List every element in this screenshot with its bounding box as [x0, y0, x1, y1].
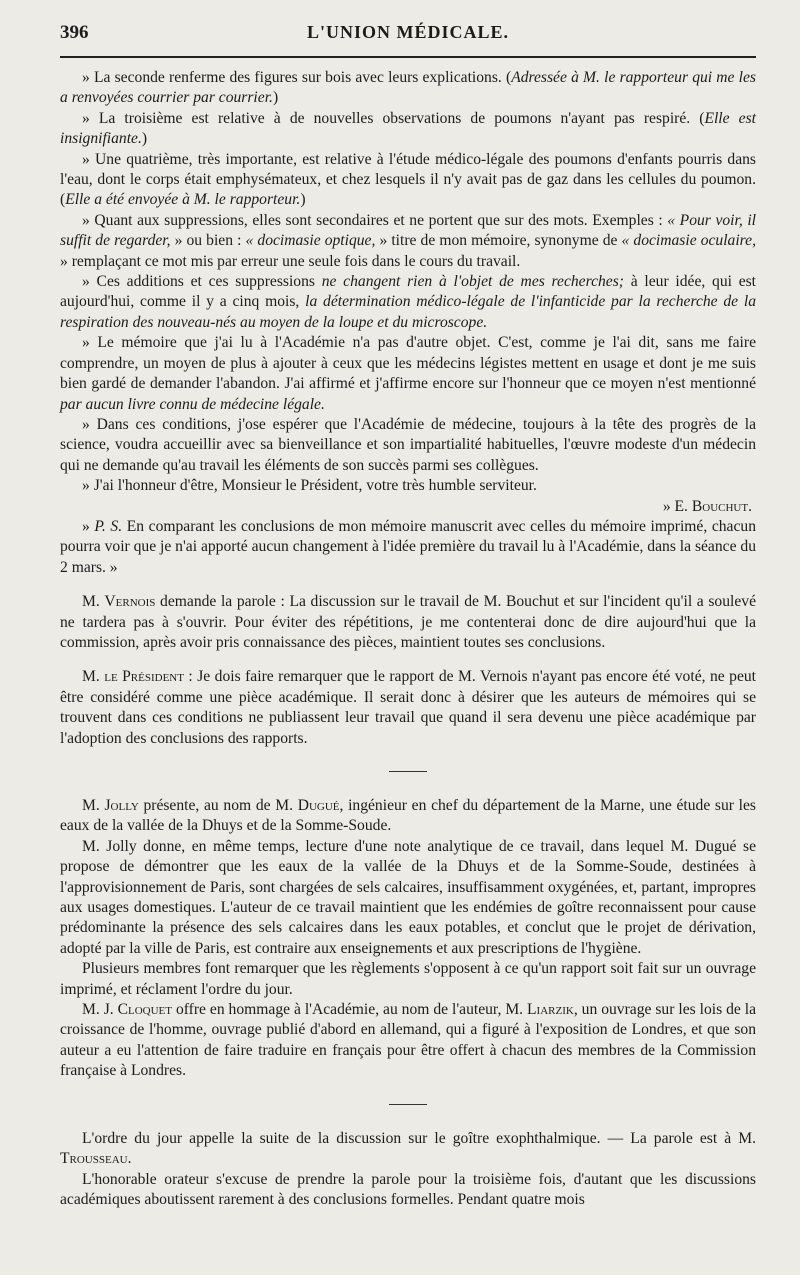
- paragraph: [60, 476, 756, 496]
- small-caps-name: Cloquet: [117, 1001, 172, 1019]
- section-separator: [389, 771, 427, 772]
- text-run: »: [82, 517, 95, 535]
- italic-text: Elle a été envoyée à M. le rapporteur.: [65, 191, 301, 209]
- text-run: » Ces additions et ces suppressions: [82, 273, 322, 291]
- text-run: » ou bien :: [170, 232, 246, 250]
- text-run: » E.: [662, 497, 692, 515]
- paragraph-gap: [60, 653, 756, 667]
- paragraph: [60, 667, 756, 749]
- text-run: » Dans ces conditions, j'ose espérer que l'Académie de médecine, toujours à la tête des progrès de la science, voudra accueillir avec sa bienveillance et son impartialité habituelles, l'œuvre modeste d'un médecin qui ne demande qu'au travail les éléments de son succès parmi ses collègues.: [60, 415, 756, 474]
- text-run: » La troisième est relative à de nouvelles observations de poumons n'ayant pas respiré. (: [82, 109, 705, 127]
- text-run: , un ouvrage sur les lois de la croissance de l'homme, ouvrage publié d'abord en allemand, qui a figuré à l'exposition de Londres, et que son auteur a eu l'attention de faire traduire en français pour être offert à chacun des membres de la Commission française à Londres.: [60, 1001, 756, 1080]
- text-run: présente, au nom de M.: [138, 797, 298, 814]
- text-run: ): [141, 130, 148, 148]
- text-run: M.: [82, 593, 105, 611]
- paragraph: [60, 333, 756, 415]
- italic-text: Adressée à M. le rapporteur qui me les a renvoyées courrier par courrier.: [60, 69, 756, 107]
- text-run: L'honorable orateur s'excuse de prendre la parole pour la troisième fois, d'autant que les discussions académiques aboutissent rarement à des conclusions formelles. Pendant quatre mois: [60, 1170, 756, 1208]
- page-header: [60, 22, 756, 52]
- text-run: M.: [82, 797, 105, 814]
- text-run: demande la parole : La discussion sur le travail de M. Bouchut et sur l'incident qu'il a soulevé ne tardera pas à s'ouvrir. Pour éviter des répétitions, je me contenterai donc de dire aujourd'hui que la commission, après avoir pris connaissance des pièces, maintient toutes ses conclusions.: [60, 593, 756, 651]
- article-body: [60, 68, 756, 1210]
- paragraph: [60, 150, 756, 211]
- paragraph: [60, 1170, 756, 1211]
- italic-text: par aucun livre connu de médecine légale.: [60, 395, 325, 413]
- text-run: ): [272, 89, 279, 107]
- text-run: Plusieurs membres font remarquer que les règlements s'opposent à ce qu'un rapport soit fait sur un ouvrage imprimé, et réclament l'ordre du jour.: [60, 960, 756, 998]
- text-run: » Le mémoire que j'ai lu à l'Académie n'a pas d'autre objet. C'est, comme je l'ai dit, sans me faire comprendre, un moyen de plus à ajouter à ceux que les médecins légistes mettent en usage et dont je me suis bien gardé de demander l'abandon. J'ai affirmé et j'affirme encore sur l'honneur que ce moyen n'est mentionné: [60, 334, 756, 393]
- small-caps-name: Jolly: [104, 797, 139, 814]
- italic-text: « docimasie optique,: [245, 232, 376, 250]
- italic-text: « docimasie oculaire,: [621, 232, 756, 250]
- header-rule: [60, 56, 756, 58]
- paragraph: [60, 517, 756, 578]
- paragraph: [60, 109, 756, 150]
- small-caps-name: Trousseau.: [60, 1150, 132, 1168]
- text-run: : Je dois faire remarquer que le rapport de M. Vernois n'ayant pas encore été voté, ne peut être considéré comme une pièce académique. Il serait donc à désirer que les auteurs de mémoires qui se trouvent dans ces conditions ne publiassent leur travail que quand il sera devenu une pièce académique par l'adoption des conclusions des rapports.: [60, 668, 756, 747]
- italic-text: P. S.: [94, 517, 123, 535]
- text-run: M.: [82, 668, 105, 686]
- paragraph: [60, 272, 756, 333]
- section-separator: [389, 1104, 427, 1105]
- paragraph: [60, 837, 756, 959]
- signature: [60, 497, 756, 517]
- text-run: » titre de mon mémoire, synonyme de: [375, 232, 622, 250]
- text-run: » J'ai l'honneur d'être, Monsieur le Président, votre très humble serviteur.: [82, 477, 537, 495]
- text-run: à leur idée, qui est aujourd'hui, comme il y a cinq mois,: [60, 273, 757, 311]
- text-run: M. Jolly donne, en même temps, lecture d'une note analytique de ce travail, dans lequel M. Dugué se propose de démontrer que les eaux de la vallée de la Dhuys et de la Somme-Soude, destinées à l'approvisionnement de Paris, sont chargées de sels calcaires, insuffisamment oxygénées, et, partant, impropres aux usages domestiques. L'auteur de ce travail maintient que les endémies de goître reconnaissent pour cause prédominante la présence des sels calcaires dans les eaux potables, et conclut que le projet de dérivation, adopté par la ville de Paris, est contraire aux enseignements et aux prescriptions de l'hygiène.: [60, 837, 756, 957]
- small-caps-name: Vernois: [104, 593, 156, 611]
- paragraph: [60, 592, 756, 653]
- paragraph-gap: [60, 578, 756, 592]
- text-run: , ingénieur en chef du département de la Marne, une étude sur les eaux de la vallée de la Dhuys et de la Somme-Soude.: [60, 797, 756, 835]
- text-run: » remplaçant ce mot mis par erreur une seule fois dans le cours du travail.: [60, 252, 521, 270]
- paragraph: [60, 415, 756, 476]
- text-run: En comparant les conclusions de mon mémoire manuscrit avec celles du mémoire imprimé, chacun pourra voir que je n'ai apporté aucun changement à l'idée première du travail lu à l'Académie, dans la séance du 2 mars. »: [60, 517, 756, 576]
- paragraph: [60, 1129, 756, 1170]
- italic-text: « Pour voir, il suffit de regarder,: [60, 211, 756, 250]
- text-run: ): [300, 191, 306, 209]
- small-caps-name: Dugué: [297, 797, 340, 814]
- small-caps-name: Liarzik: [527, 1001, 574, 1019]
- small-caps-name: Bouchut.: [691, 497, 752, 515]
- text-run: L'ordre du jour appelle la suite de la discussion sur le goître exophthalmique. — La parole est à M.: [82, 1129, 756, 1147]
- italic-text: ne changent rien à l'objet de mes recherches;: [321, 273, 624, 291]
- page-number: 396: [60, 22, 89, 43]
- text-run: » La seconde renferme des figures sur bois avec leurs explications. (: [82, 69, 512, 86]
- paragraph: [60, 959, 756, 1000]
- italic-text: Elle est insignifiante.: [60, 109, 756, 148]
- text-run: » Une quatrième, très importante, est relative à l'étude médico-légale des poumons d'enfants pourris dans l'eau, dont le corps était emphysémateux, et chez lesquels il n'y avait pas de gaz dans les cellules du poumon. (: [60, 150, 756, 209]
- paragraph: [60, 1000, 756, 1082]
- text-run: offre en hommage à l'Académie, au nom de l'auteur, M.: [172, 1001, 528, 1019]
- italic-text: la détermination médico-légale de l'infanticide par la recherche de la respiration des nouveau-nés au moyen de la loupe et du microscope.: [60, 293, 756, 331]
- small-caps-name: le Président: [104, 668, 184, 686]
- paragraph: [60, 211, 756, 272]
- text-run: » Quant aux suppressions, elles sont secondaires et ne portent que sur des mots. Exemples :: [82, 211, 668, 229]
- running-title: L'UNION MÉDICALE.: [306, 22, 510, 42]
- paragraph: [60, 68, 756, 109]
- text-run: M. J.: [82, 1001, 118, 1019]
- paragraph: [60, 796, 756, 837]
